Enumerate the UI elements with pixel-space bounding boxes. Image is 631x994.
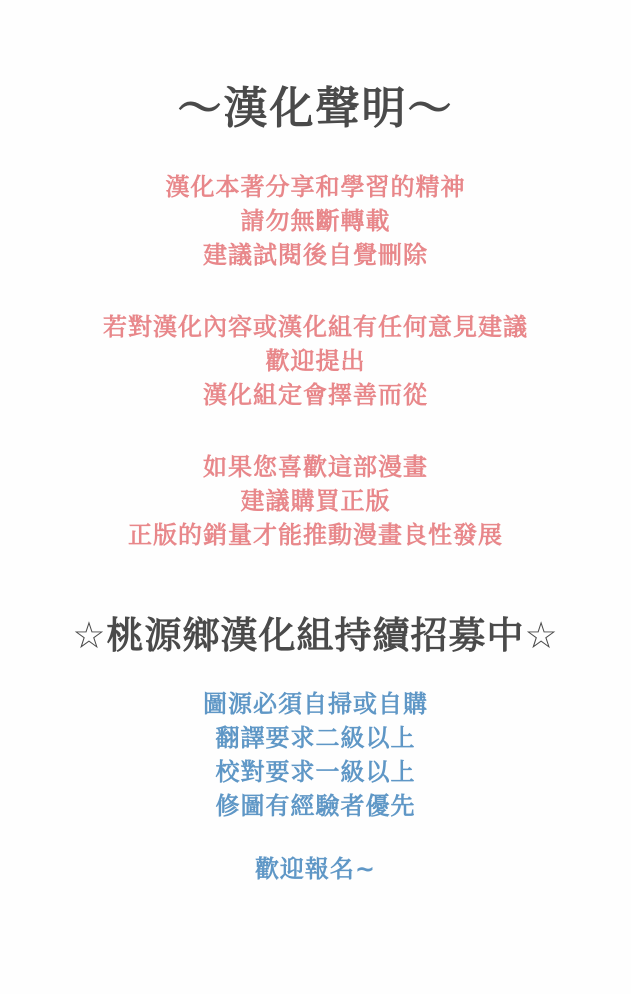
notice-block-feedback [0,310,631,412]
page-title: ～漢化聲明～ [177,83,454,134]
notice-line: 漢化本著分享和學習的精神 [165,173,466,201]
requirement-line: 翻譯要求二級以上 [215,724,416,752]
notice-line: 正版的銷量才能推動漫畫良性發展 [128,521,503,549]
requirement-line: 校對要求一級以上 [215,758,416,786]
recruit-heading: ☆桃源鄉漢化組持續招募中☆ [72,614,559,657]
notice-block-support-official [0,450,631,552]
requirement-line: 圖源必須自掃或自購 [203,690,428,718]
notice-line: 若對漢化內容或漢化組有任何意見建議 [103,313,528,341]
notice-line: 建議購買正版 [240,487,391,515]
recruit-closing: 歡迎報名~ [254,855,377,883]
notice-block-sharing [0,170,631,272]
notice-line: 如果您喜歡這部漫畫 [203,453,428,481]
notice-line: 漢化組定會擇善而從 [203,381,428,409]
notice-line: 建議試閱後自覺刪除 [203,241,428,269]
notice-line: 歡迎提出 [265,347,366,375]
recruit-requirements [0,687,631,823]
notice-line: 請勿無斷轉載 [240,207,391,235]
requirement-line: 修圖有經驗者優先 [215,792,416,820]
